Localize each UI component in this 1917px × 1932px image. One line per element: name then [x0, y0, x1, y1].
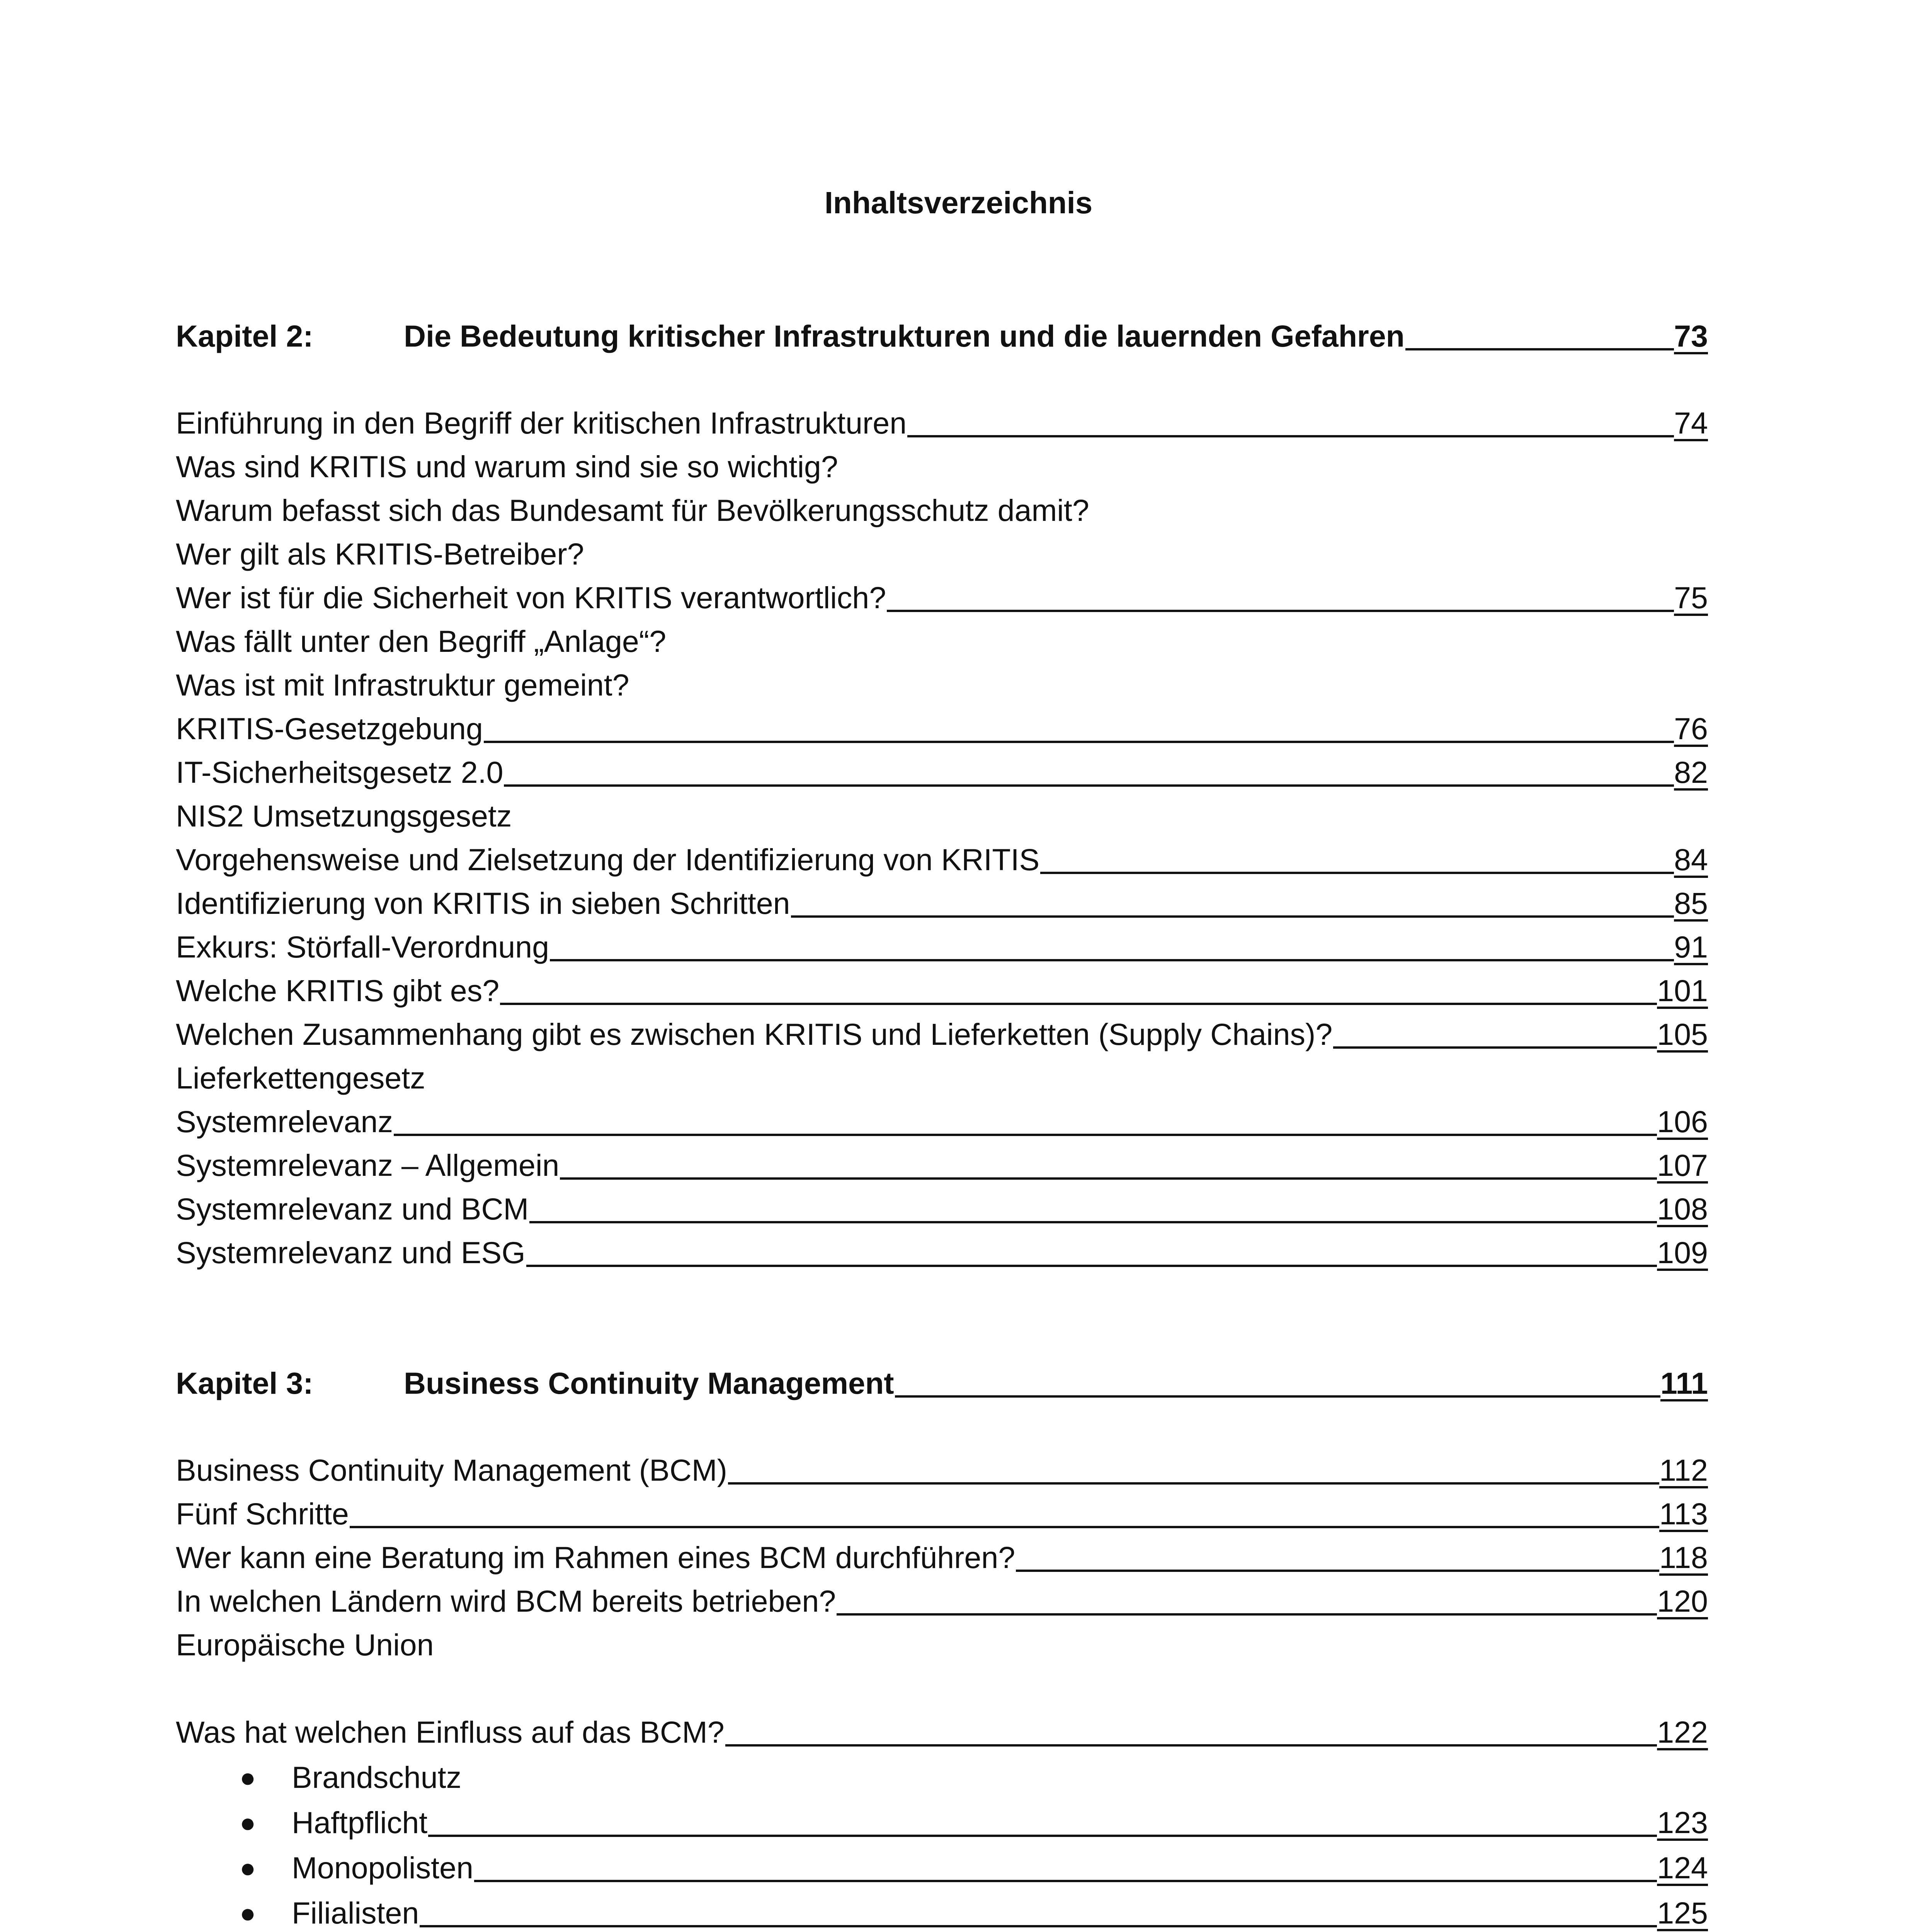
toc-entry-page: 118	[1659, 1540, 1708, 1575]
toc-entry-page: 122	[1657, 1715, 1708, 1749]
toc-entry-page: 105	[1657, 1017, 1708, 1051]
toc-entry-label: Exkurs: Störfall-Verordnung	[176, 930, 549, 964]
toc-entry-label: Monopolisten	[292, 1850, 473, 1885]
toc-entry-label: Identifizierung von KRITIS in sieben Schritten	[176, 886, 790, 920]
toc-bullet-entry[interactable]	[240, 1892, 1708, 1932]
toc-entry-page: 106	[1657, 1104, 1708, 1139]
toc-entry-page: 108	[1657, 1192, 1708, 1226]
toc-entry-label: Was ist mit Infrastruktur gemeint?	[176, 668, 629, 702]
toc-bullet-entry[interactable]	[240, 1756, 1708, 1799]
toc-entry-label: Was hat welchen Einfluss auf das BCM?	[176, 1715, 725, 1749]
chapter-page-number: 111	[1660, 1366, 1708, 1400]
chapter-title: Business Continuity Management	[404, 1366, 894, 1400]
toc-entry[interactable]	[176, 1711, 1708, 1753]
toc-entry-label: Wer kann eine Beratung im Rahmen eines BCM durchführen?	[176, 1540, 1015, 1575]
leader-line	[725, 1744, 1657, 1747]
toc-entry-page: 82	[1674, 755, 1708, 789]
leader-line	[887, 609, 1674, 612]
toc-entry[interactable]	[176, 969, 1708, 1012]
toc-entry-label: Einführung in den Begriff der kritischen Infrastrukturen	[176, 406, 907, 440]
leader-line	[484, 740, 1674, 743]
toc-entry-label: KRITIS-Gesetzgebung	[176, 711, 483, 746]
toc-entry-page: 85	[1674, 886, 1708, 920]
leader-line	[504, 784, 1674, 787]
toc-entry-page: 76	[1674, 711, 1708, 746]
toc-entry[interactable]	[176, 533, 1708, 575]
toc-entry[interactable]	[176, 1449, 1708, 1492]
bullet-icon: ●	[240, 1898, 256, 1928]
leader-line	[526, 1264, 1657, 1267]
leader-line	[560, 1177, 1657, 1180]
toc-entry-page: 112	[1659, 1453, 1708, 1487]
leader-line	[1333, 1046, 1657, 1049]
chapter-heading-label	[176, 1362, 894, 1405]
toc-entry[interactable]	[176, 838, 1708, 881]
toc-entry-label: NIS2 Umsetzungsgesetz	[176, 799, 512, 833]
toc-entry-page: 113	[1659, 1497, 1708, 1531]
toc-entry[interactable]	[176, 751, 1708, 794]
chapter-number: Kapitel 3:	[176, 1366, 313, 1400]
leader-line	[474, 1879, 1657, 1882]
leader-line	[1040, 871, 1674, 874]
toc-entry-label: Wer gilt als KRITIS-Betreiber?	[176, 537, 584, 571]
toc-entry-label: Vorgehensweise und Zielsetzung der Identifizierung von KRITIS	[176, 842, 1040, 877]
toc-entry[interactable]	[176, 402, 1708, 444]
toc-entry[interactable]	[176, 1100, 1708, 1143]
leader-line	[420, 1925, 1657, 1927]
leader-line	[529, 1221, 1657, 1223]
toc-entry[interactable]	[176, 489, 1708, 532]
toc-entry-page: 107	[1657, 1148, 1708, 1182]
toc-bullet-entry[interactable]	[240, 1847, 1708, 1889]
page-title: Inhaltsverzeichnis	[824, 185, 1093, 220]
toc-entry[interactable]	[176, 1057, 1708, 1099]
toc-entry-page: 124	[1657, 1850, 1708, 1885]
toc-entry-page: 91	[1674, 930, 1708, 964]
toc-entry[interactable]	[176, 577, 1708, 619]
toc-entry-page: 84	[1674, 842, 1708, 877]
toc-entry-label: Haftpflicht	[292, 1805, 428, 1840]
toc-entry[interactable]	[176, 1493, 1708, 1535]
toc-entry[interactable]	[176, 446, 1708, 488]
toc-entry-label: Fünf Schritte	[176, 1497, 349, 1531]
chapter-heading[interactable]	[176, 1362, 1708, 1405]
toc-bullet-entry[interactable]	[240, 1801, 1708, 1844]
leader-line	[728, 1482, 1659, 1485]
leader-line	[791, 915, 1674, 918]
toc-entry-label: Europäische Union	[176, 1628, 434, 1662]
toc-entry[interactable]	[176, 1624, 1708, 1666]
leader-line	[550, 959, 1674, 961]
toc-entry-label: Brandschutz	[292, 1760, 462, 1794]
toc-entry-label: Wer ist für die Sicherheit von KRITIS verantwortlich?	[176, 580, 886, 615]
toc-entry-page: 123	[1657, 1805, 1708, 1840]
toc-entry[interactable]	[176, 1144, 1708, 1187]
toc-entry-page: 109	[1657, 1235, 1708, 1270]
toc-entry-label: Welche KRITIS gibt es?	[176, 973, 500, 1008]
leader-line	[907, 435, 1674, 437]
leader-line	[500, 1002, 1657, 1005]
leader-line	[350, 1526, 1659, 1528]
toc-entry-label: Lieferkettengesetz	[176, 1061, 425, 1095]
bullet-icon: ●	[240, 1853, 256, 1883]
leader-line	[1016, 1569, 1659, 1572]
leader-line	[837, 1613, 1657, 1616]
toc-entry-page: 74	[1674, 406, 1708, 440]
bullet-icon: ●	[240, 1808, 256, 1838]
toc-entry-label: Welchen Zusammenhang gibt es zwischen KRITIS und Lieferketten (Supply Chains)?	[176, 1017, 1333, 1051]
leader-line	[1405, 348, 1674, 350]
toc-entry-page: 101	[1657, 973, 1708, 1008]
toc-entry-page: 125	[1657, 1896, 1708, 1930]
chapter-number: Kapitel 2:	[176, 319, 313, 353]
toc-entry[interactable]	[176, 1013, 1708, 1056]
leader-line	[394, 1133, 1657, 1136]
leader-line	[895, 1395, 1660, 1398]
toc-entry-page: 120	[1657, 1584, 1708, 1618]
toc-entry[interactable]	[176, 926, 1708, 968]
toc-entry-label: Systemrelevanz und BCM	[176, 1192, 529, 1226]
toc-entry[interactable]	[176, 620, 1708, 663]
toc-entry[interactable]	[176, 707, 1708, 750]
toc-entry-label: IT-Sicherheitsgesetz 2.0	[176, 755, 503, 789]
chapter-heading[interactable]	[176, 315, 1708, 357]
chapter-title: Die Bedeutung kritischer Infrastrukturen und die lauernden Gefahren	[404, 319, 1405, 353]
toc-entry-label: Filialisten	[292, 1896, 419, 1930]
toc-entry[interactable]	[176, 795, 1708, 837]
bullet-icon: ●	[240, 1762, 256, 1793]
toc-entry-page: 75	[1674, 580, 1708, 615]
toc-entry-label: Systemrelevanz	[176, 1104, 393, 1139]
toc-entry[interactable]	[176, 664, 1708, 706]
chapter-heading-label	[176, 315, 1405, 357]
toc-entry-label: Warum befasst sich das Bundesamt für Bevölkerungsschutz damit?	[176, 493, 1089, 527]
toc-entry[interactable]	[176, 1188, 1708, 1230]
toc-entry-label: Systemrelevanz – Allgemein	[176, 1148, 560, 1182]
toc-entry-label: Was fällt unter den Begriff „Anlage“?	[176, 624, 667, 658]
toc-entry[interactable]	[176, 882, 1708, 925]
leader-line	[428, 1834, 1657, 1837]
toc-entry[interactable]	[176, 1536, 1708, 1579]
toc-entry[interactable]	[176, 1231, 1708, 1274]
toc-entry[interactable]	[176, 1580, 1708, 1622]
toc-entry-label: In welchen Ländern wird BCM bereits betrieben?	[176, 1584, 836, 1618]
toc-entry-label: Business Continuity Management (BCM)	[176, 1453, 727, 1487]
chapter-page-number: 73	[1674, 319, 1708, 353]
toc-entry-label: Systemrelevanz und ESG	[176, 1235, 526, 1270]
toc-entry-label: Was sind KRITIS und warum sind sie so wichtig?	[176, 449, 838, 484]
